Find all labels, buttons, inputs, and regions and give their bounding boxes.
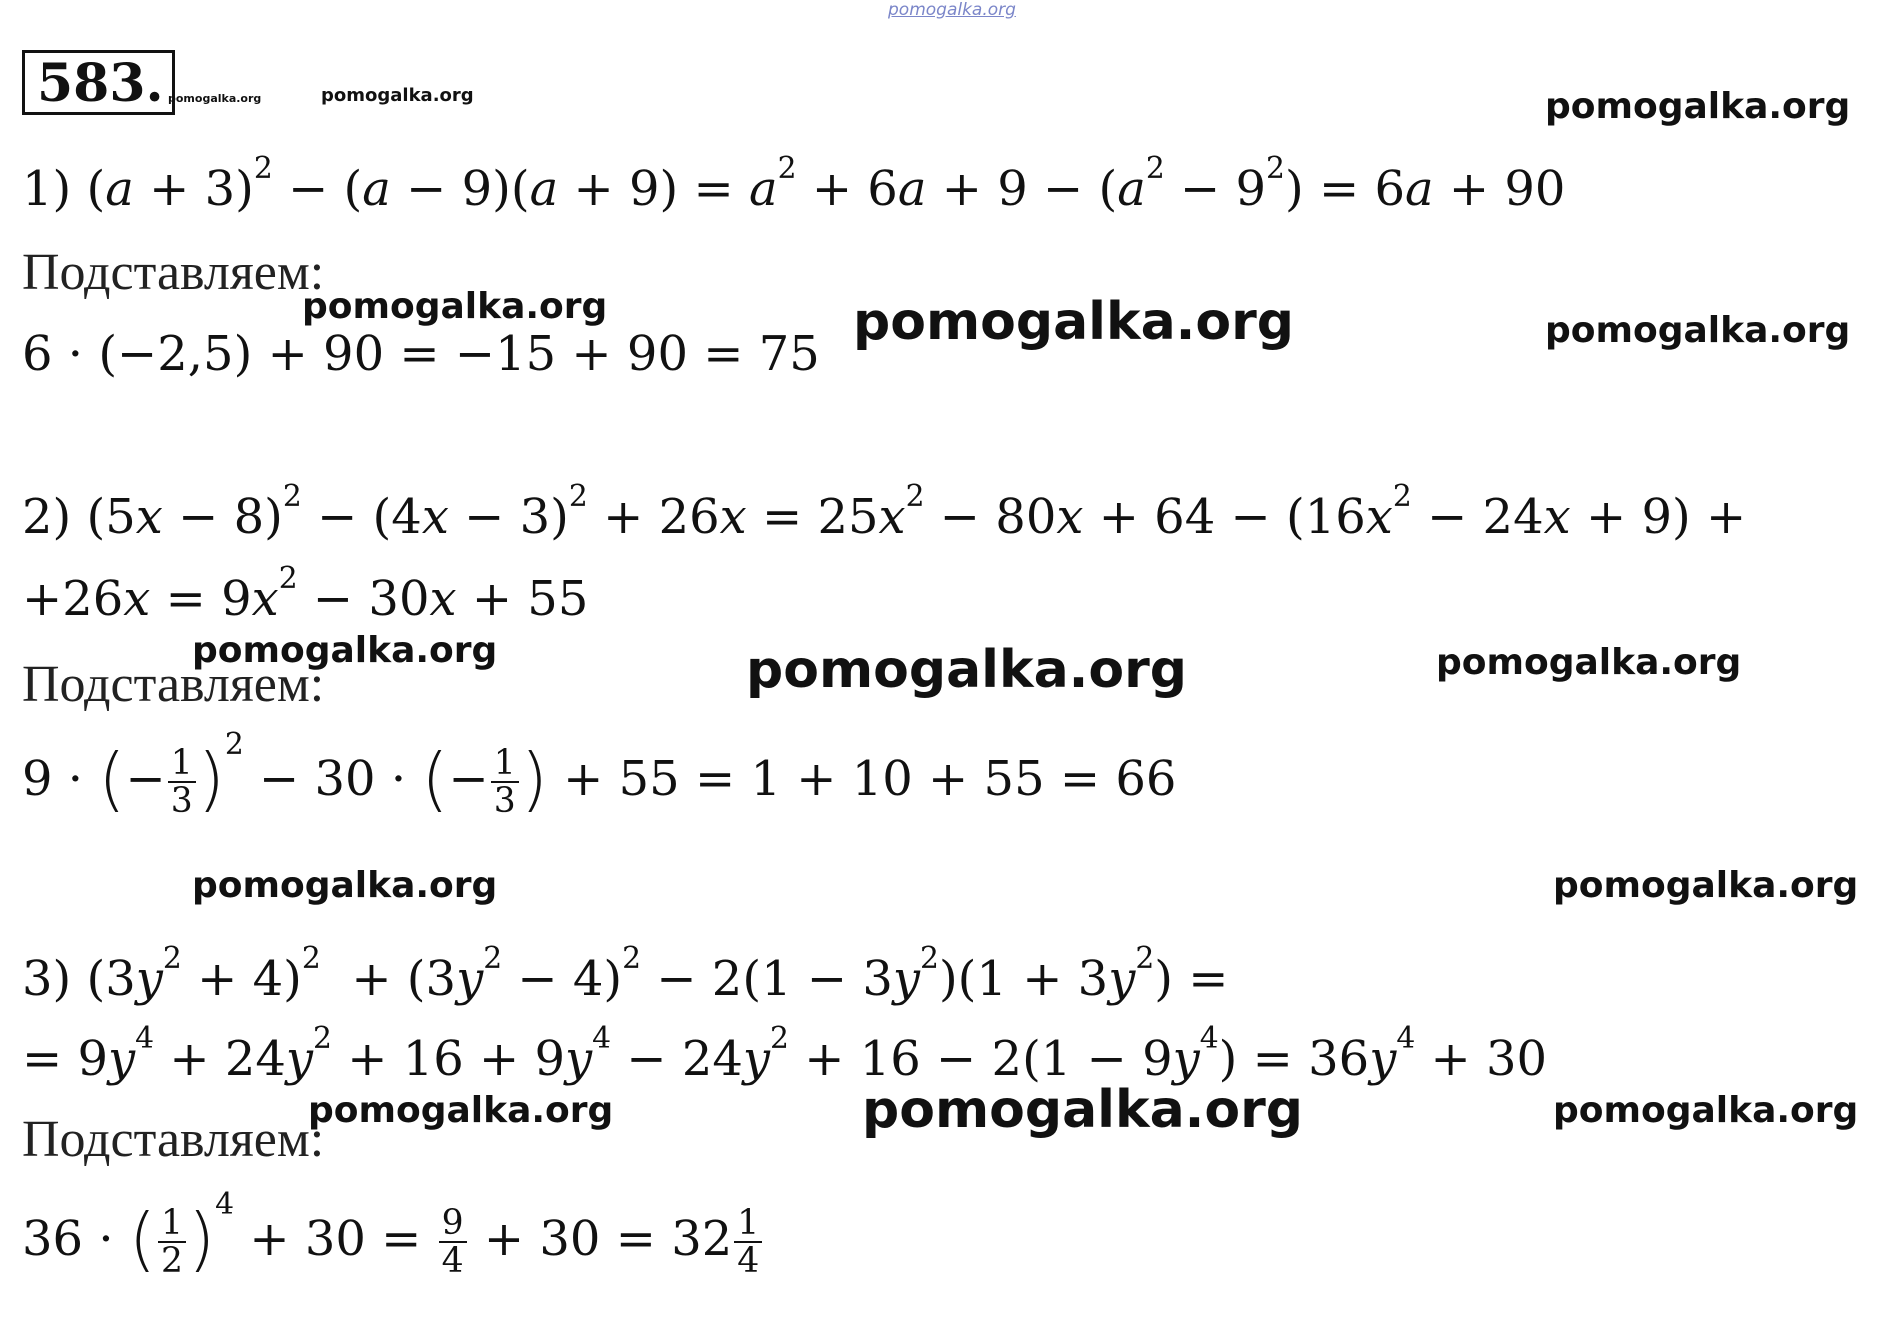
watermark: pomogalka.org xyxy=(1545,86,1851,127)
part3-substitute-label: Подставляем: xyxy=(22,1111,325,1168)
fraction: $\frac{1}{3}$ xyxy=(491,745,519,820)
part2-equation-line1: 2) $(5x - 8)^2 - (4x - 3)^2 + 26x = 25x^2 - 80x + 64 - (16x^2 - 24x + 9)$ + xyxy=(22,479,1747,545)
watermark: pomogalka.org xyxy=(192,865,498,906)
part3-substitution: 36 · ( $\frac{1}{2}$ )$^4$ + 30 = $\frac{9}{4}$ + 30 = 32 $\frac{1}{4}$ xyxy=(22,1205,764,1280)
problem-number: 583. xyxy=(22,50,175,115)
watermark: pomogalka.org xyxy=(302,286,608,327)
part2-substitution: 9 · (− $\frac{1}{3}$ )$^2$ − 30 · (− $\frac{1}{3}$ ) + 55 = 1 + 10 + 55 = 66 xyxy=(22,727,1177,822)
fraction: $\frac{1}{3}$ xyxy=(168,745,196,820)
part1-prefix: 1) xyxy=(22,161,72,217)
part2-equation-line2: $+26x = 9x^2 - 30x + 55$ xyxy=(22,561,589,627)
part2-prefix: 2) xyxy=(22,489,72,545)
part3-equation-line2: = $9y^4 + 24y^2 + 16 + 9y^4 - 24y^2 + 16 - 2(1 - 9y^4) = 36y^4 + 30$ xyxy=(22,1021,1548,1087)
watermark: pomogalka.org xyxy=(1553,865,1859,906)
part1-substitution: 6 · (−2,5) + 90 = −15 + 90 = 75 xyxy=(22,326,820,382)
part1-substitute-label: Подставляем: xyxy=(22,244,325,301)
part3-equation-line1: 3) $(3y^2 + 4)^2 + (3y^2 - 4)^2 - 2(1 - 3y^2)(1 + 3y^2)$ = xyxy=(22,941,1229,1007)
watermark-large: pomogalka.org xyxy=(853,292,1295,352)
fraction: $\frac{9}{4}$ xyxy=(439,1205,467,1280)
watermark-large: pomogalka.org xyxy=(746,640,1188,700)
fraction: $\frac{1}{2}$ xyxy=(158,1205,186,1280)
watermark: pomogalka.org xyxy=(1436,642,1742,683)
watermark: pomogalka.org xyxy=(1545,310,1851,351)
part2-substitute-label: Подставляем: xyxy=(22,656,325,713)
watermark-small: pomogalka.org xyxy=(321,85,474,106)
watermark: pomogalka.org xyxy=(308,1090,614,1131)
part3-prefix: 3) xyxy=(22,951,72,1007)
watermark-large: pomogalka.org xyxy=(862,1080,1304,1140)
watermark-top[interactable]: pomogalka.org xyxy=(888,0,1016,20)
watermark: pomogalka.org xyxy=(1553,1090,1859,1131)
part1-equation: 1) $(a + 3)^2 - (a - 9)(a + 9) = a^2 + 6a + 9 - (a^2 - 9^2) = 6a + 90$ xyxy=(22,151,1566,217)
watermark: pomogalka.org xyxy=(192,630,498,671)
fraction: $\frac{1}{4}$ xyxy=(734,1205,762,1280)
watermark-tiny: pomogalka.org xyxy=(168,92,262,105)
